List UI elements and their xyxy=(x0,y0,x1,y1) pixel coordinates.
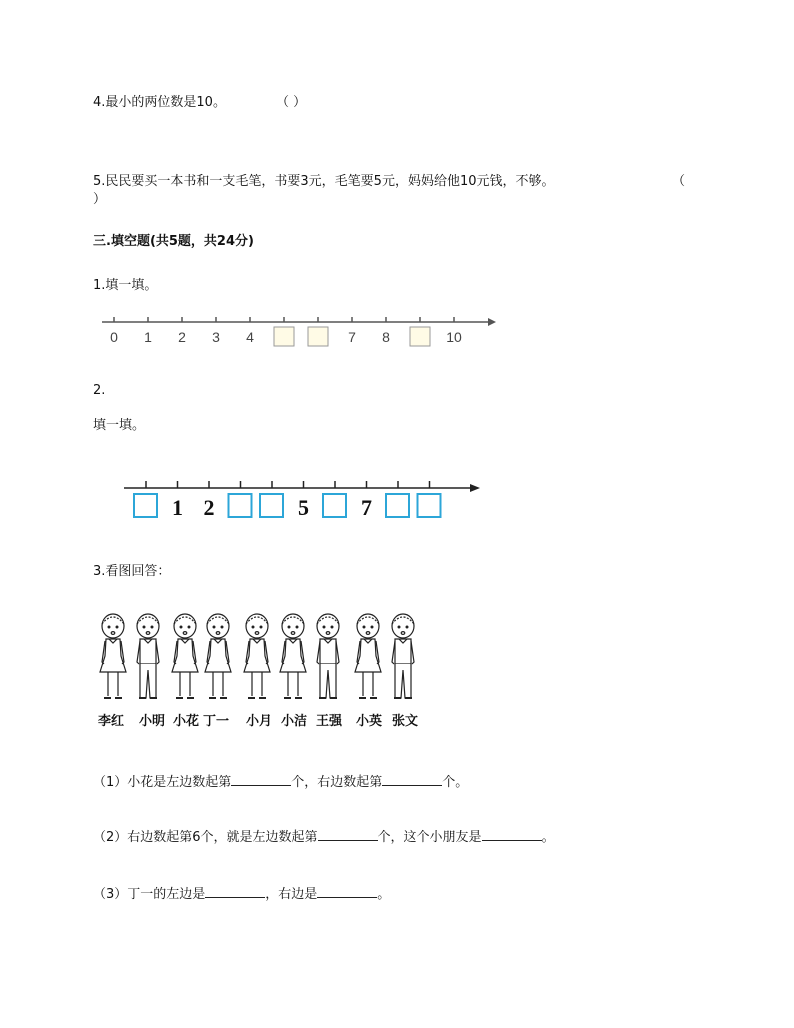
number-line-2 xyxy=(118,476,498,526)
number-line-1-label: 8 xyxy=(382,329,390,345)
q1-blank-1[interactable] xyxy=(231,771,291,786)
number-line-2-answer-box[interactable] xyxy=(418,494,441,517)
number-line-2-label: 7 xyxy=(361,495,372,520)
child-figure xyxy=(137,614,159,698)
number-line-2-answer-box[interactable] xyxy=(134,494,157,517)
number-line-2-answer-box[interactable] xyxy=(229,494,252,517)
q2-part-c: 。 xyxy=(541,830,555,845)
q3-blank-1[interactable] xyxy=(205,883,265,898)
number-line-1-answer-box[interactable] xyxy=(308,327,328,346)
question-4-answer-bracket[interactable]: （ ） xyxy=(276,95,307,110)
child-figure xyxy=(317,614,339,698)
child-name-6: 小洁 xyxy=(281,714,308,729)
fill-3-question-1 xyxy=(93,771,468,792)
number-line-1-answer-box[interactable] xyxy=(274,327,294,346)
child-figure xyxy=(100,614,126,698)
question-5-bracket-close[interactable]: ） xyxy=(93,192,107,207)
child-name-5: 小月 xyxy=(246,714,273,729)
child-name-2: 小明 xyxy=(139,714,166,729)
number-line-2-label: 5 xyxy=(298,495,309,520)
number-line-2-answer-box[interactable] xyxy=(386,494,409,517)
number-line-2-label: 2 xyxy=(203,495,215,520)
child-name-1: 李红 xyxy=(98,714,125,729)
q1-blank-2[interactable] xyxy=(382,771,442,786)
number-line-1-label: 7 xyxy=(348,329,356,345)
question-4-text: 4.最小的两位数是10。 xyxy=(93,95,226,110)
fill-3-question-3 xyxy=(93,883,390,904)
child-figure xyxy=(172,614,198,698)
child-name-9: 张文 xyxy=(392,714,419,729)
q3-blank-2[interactable] xyxy=(317,883,377,898)
q2-part-a: （2）右边数起第6个，就是左边数起第 xyxy=(93,830,318,845)
child-figure xyxy=(280,614,306,698)
number-line-1-label: 3 xyxy=(212,329,220,345)
question-5-bracket-open[interactable]: （ xyxy=(672,174,686,189)
q3-part-b: ，右边是 xyxy=(265,887,318,902)
fill-1-label: 1.填一填。 xyxy=(93,278,158,293)
q3-part-c: 。 xyxy=(377,887,391,902)
child-name-3: 小花 xyxy=(173,714,200,729)
q2-blank-2[interactable] xyxy=(482,826,542,841)
section-3-title: 三.填空题(共5题，共24分) xyxy=(93,234,254,249)
number-line-2-answer-box[interactable] xyxy=(323,494,346,517)
q1-part-c: 个。 xyxy=(442,775,469,790)
number-line-1-label: 2 xyxy=(178,329,186,345)
number-line-2-label: 1 xyxy=(172,495,183,520)
child-figure xyxy=(392,614,414,698)
number-line-1-label: 1 xyxy=(144,329,152,345)
child-name-7: 王强 xyxy=(316,714,343,729)
child-name-8: 小英 xyxy=(356,714,383,729)
number-line-1-answer-box[interactable] xyxy=(410,327,430,346)
number-line-1-label: 4 xyxy=(246,329,254,345)
q3-part-a: （3）丁一的左边是 xyxy=(93,887,206,902)
child-figure xyxy=(355,614,381,698)
q1-part-a: （1）小花是左边数起第 xyxy=(93,775,232,790)
q2-part-b: 个，这个小朋友是 xyxy=(377,830,482,845)
question-4 xyxy=(93,94,226,112)
question-5: 5.民民要买一本书和一支毛笔，书要3元，毛笔要5元，妈妈给他10元钱，不够。 xyxy=(93,174,555,189)
child-figure xyxy=(205,614,231,698)
child-name-4: 丁一 xyxy=(203,714,230,729)
child-figure xyxy=(244,614,270,698)
children-illustration xyxy=(96,612,436,704)
number-line-2-answer-box[interactable] xyxy=(260,494,283,517)
fill-2-label: 填一填。 xyxy=(93,418,146,433)
number-line-1-label: 10 xyxy=(446,329,462,345)
fill-3-question-2 xyxy=(93,826,555,847)
q1-part-b: 个，右边数起第 xyxy=(291,775,383,790)
number-line-1-label: 0 xyxy=(110,329,118,345)
fill-2-number: 2. xyxy=(93,383,106,398)
q2-blank-1[interactable] xyxy=(318,826,378,841)
fill-3-label: 3.看图回答： xyxy=(93,564,171,579)
number-line-1 xyxy=(96,312,516,362)
